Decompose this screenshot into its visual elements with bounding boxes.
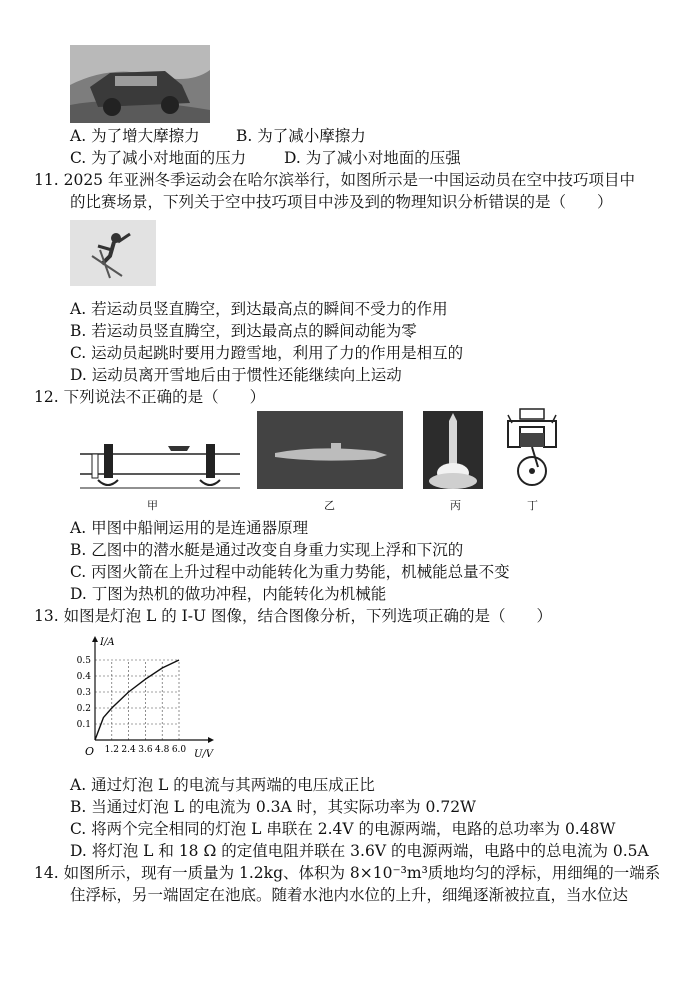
q12-option-a: A. 甲图中船闸运用的是连通器原理 <box>70 519 309 537</box>
q12-stem: 12. 下列说法不正确的是（ ） <box>34 388 266 406</box>
x-tick-label: 2.4 <box>121 745 136 755</box>
x-tick-label: 6.0 <box>171 745 187 755</box>
q12-option-d: D. 丁图为热机的做功冲程，内能转化为机械能 <box>70 585 387 603</box>
skier-photo <box>70 220 156 286</box>
caption-jia: 甲 <box>147 499 158 512</box>
q13-option-d: D. 将灯泡 L 和 18 Ω 的定值电阻并联在 3.6V 的电源两端，电路中的总电流为 0.5A <box>70 842 649 860</box>
rocket-photo <box>423 411 483 489</box>
y-tick-label: 0.2 <box>76 704 91 714</box>
x-axis-label: U/V <box>194 749 214 760</box>
canal-lock-diagram <box>78 424 242 492</box>
origin-label: O <box>85 745 95 758</box>
y-tick-label: 0.5 <box>76 656 91 666</box>
y-tick-label: 0.4 <box>76 672 91 682</box>
q10-option-a: A. 为了增大摩擦力 <box>70 127 200 145</box>
series-curve <box>95 660 179 740</box>
q13-stem: 13. 如图是灯泡 L 的 I-U 图像，结合图像分析，下列选项正确的是（ ） <box>34 607 553 625</box>
q11-option-b: B. 若运动员竖直腾空，到达最高点的瞬间动能为零 <box>70 322 417 340</box>
x-tick-label: 1.2 <box>104 745 119 755</box>
submarine-photo <box>257 411 403 489</box>
chart-axes <box>92 636 214 743</box>
q13-option-a: A. 通过灯泡 L 的电流与其两端的电压成正比 <box>70 776 375 794</box>
engine-stroke-diagram <box>500 407 564 493</box>
q11-option-d: D. 运动员离开雪地后由于惯性还能继续向上运动 <box>70 366 402 384</box>
iu-graph <box>70 634 220 762</box>
q10-option-d: D. 为了减小对地面的压强 <box>284 149 461 167</box>
chart-grid <box>95 660 179 740</box>
q11-option-c: C. 运动员起跳时要用力蹬雪地，利用了力的作用是相互的 <box>70 344 464 362</box>
x-tick-label: 4.8 <box>155 745 170 755</box>
q10-option-b: B. 为了减小摩擦力 <box>236 127 366 145</box>
q11-option-a: A. 若运动员竖直腾空，到达最高点的瞬间不受力的作用 <box>70 300 448 318</box>
y-axis-label: I/A <box>100 637 115 648</box>
offroad-car-photo <box>70 45 210 123</box>
q12-option-c: C. 丙图火箭在上升过程中动能转化为重力势能，机械能总量不变 <box>70 563 510 581</box>
q14-stem-line2: 住浮标，另一端固定在池底。随着水池内水位的上升，细绳逐渐被拉直，当水位达 <box>70 886 629 904</box>
q13-option-c: C. 将两个完全相同的灯泡 L 串联在 2.4V 的电源两端，电路的总功率为 0.48W <box>70 820 616 838</box>
q11-stem-line1: 11. 2025 年亚洲冬季运动会在哈尔滨举行，如图所示是一中国运动员在空中技巧项目中 <box>34 171 635 189</box>
x-tick-label: 3.6 <box>138 745 153 755</box>
q10-option-c: C. 为了减小对地面的压力 <box>70 149 247 167</box>
caption-bing: 丙 <box>450 499 461 512</box>
caption-yi: 乙 <box>324 499 335 512</box>
caption-ding: 丁 <box>527 499 538 512</box>
y-tick-label: 0.1 <box>76 720 91 730</box>
q11-stem-line2: 的比赛场景，下列关于空中技巧项目中涉及到的物理知识分析错误的是（ ） <box>70 193 613 211</box>
y-tick-label: 0.3 <box>76 688 91 698</box>
y-axis-arrow <box>92 636 98 642</box>
q12-option-b: B. 乙图中的潜水艇是通过改变自身重力实现上浮和下沉的 <box>70 541 464 559</box>
q13-option-b: B. 当通过灯泡 L 的电流为 0.3A 时，其实际功率为 0.72W <box>70 798 476 816</box>
x-axis-arrow <box>208 737 214 743</box>
q14-stem-line1: 14. 如图所示，现有一质量为 1.2kg、体积为 8×10⁻³m³质地均匀的浮标，用细绳的一端系 <box>34 864 661 882</box>
